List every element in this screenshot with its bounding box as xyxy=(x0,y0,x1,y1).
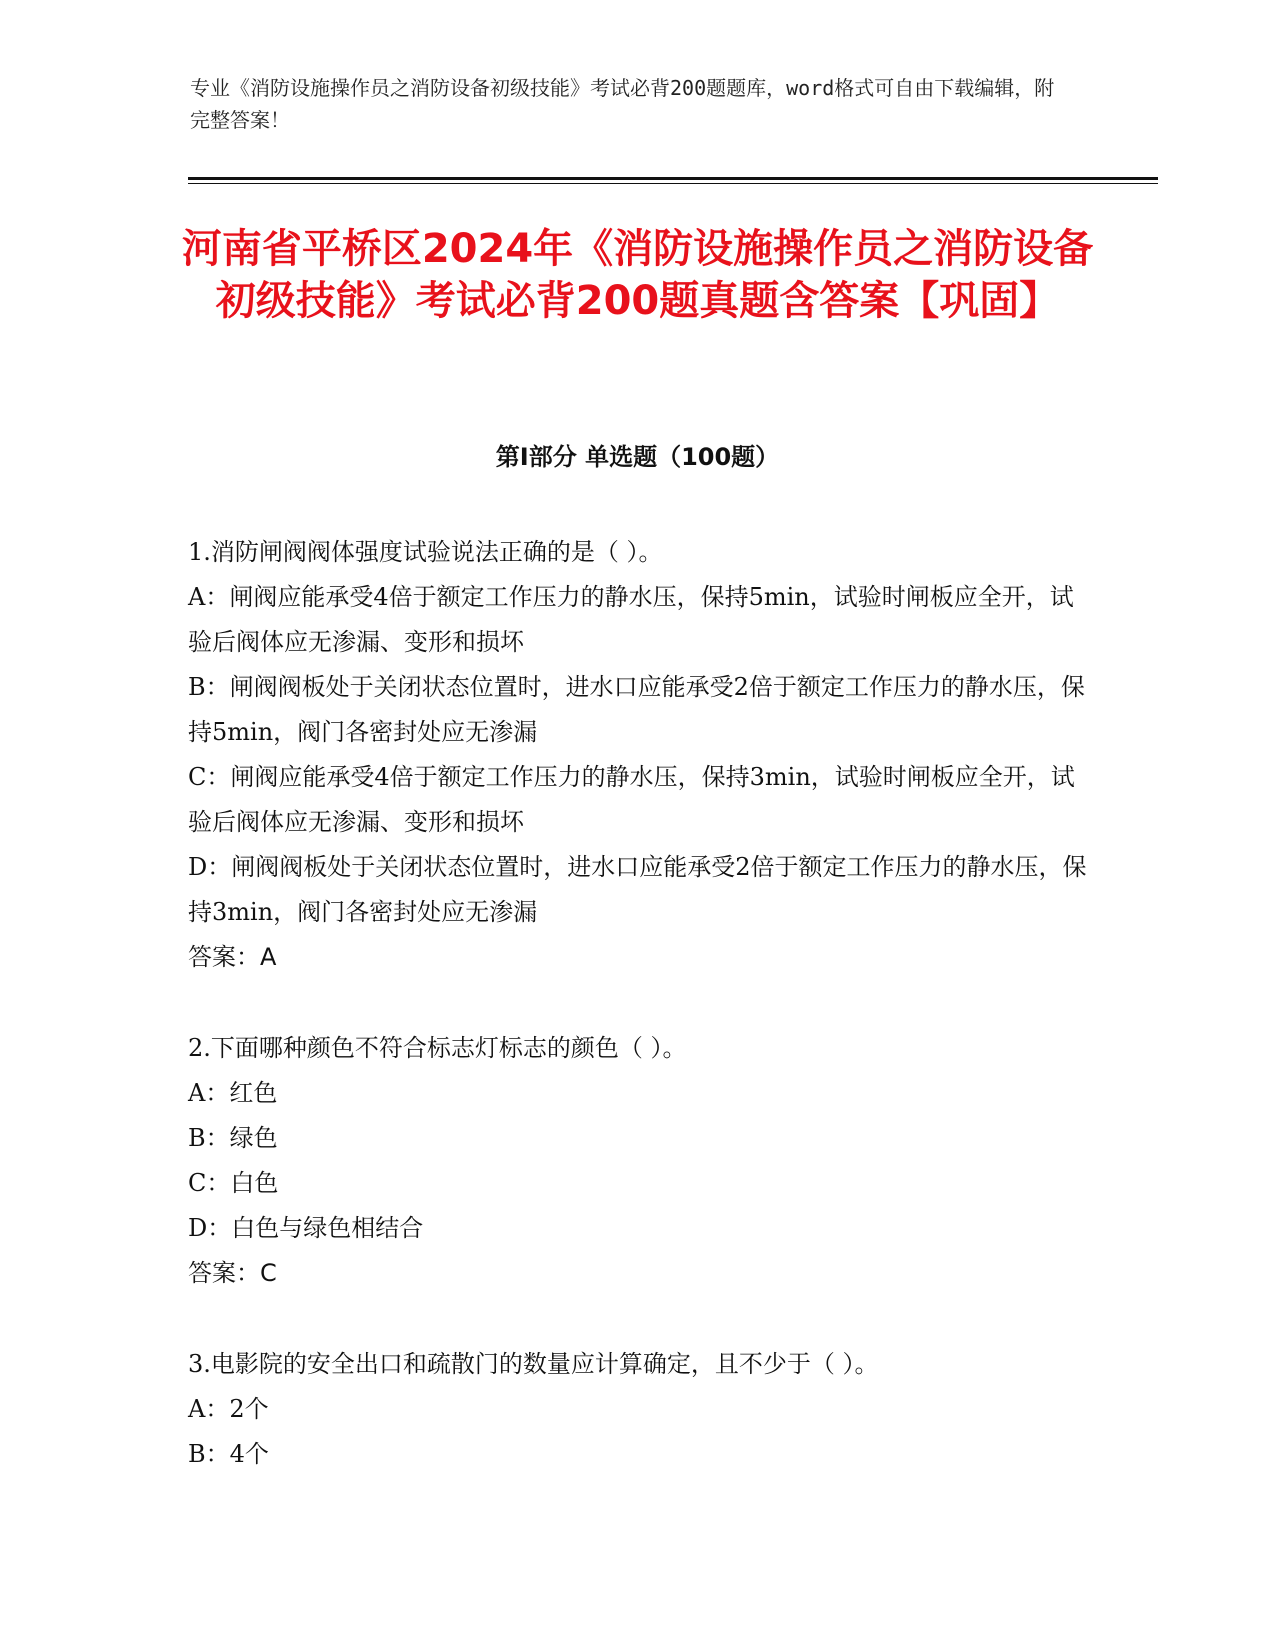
option-d: D：闸阀阀板处于关闭状态位置时，进水口应能承受2倍于额定工作压力的静水压，保持3min，阀门各密封处应无渗漏 xyxy=(188,853,1087,926)
option-b: B：绿色 xyxy=(188,1124,278,1152)
question-1 xyxy=(188,530,1088,980)
option-a: A：闸阀应能承受4倍于额定工作压力的静水压，保持5min，试验时闸板应全开，试验后阀体应无渗漏、变形和损坏 xyxy=(188,583,1074,656)
option-c: C：白色 xyxy=(188,1169,279,1197)
option-d: D：白色与绿色相结合 xyxy=(188,1214,424,1242)
option-b: B：4个 xyxy=(188,1440,269,1468)
option-c: C：闸阀应能承受4倍于额定工作压力的静水压，保持3min，试验时闸板应全开，试验后阀体应无渗漏、变形和损坏 xyxy=(188,763,1075,836)
header-note: 专业《消防设施操作员之消防设备初级技能》考试必背200题题库，word格式可自由下载编辑，附完整答案！ xyxy=(190,76,1055,132)
option-a: A：2个 xyxy=(188,1395,269,1423)
question-stem: 1.消防闸阀阀体强度试验说法正确的是（ ）。 xyxy=(188,538,663,566)
question-stem: 2.下面哪种颜色不符合标志灯标志的颜色（ ）。 xyxy=(188,1034,687,1062)
document-title: 河南省平桥区2024年《消防设施操作员之消防设备初级技能》考试必背200题真题含答案【巩固】 xyxy=(181,226,1094,324)
answer-label: 答案：C xyxy=(188,1259,277,1287)
header-divider-thick xyxy=(188,177,1158,180)
question-stem: 3.电影院的安全出口和疏散门的数量应计算确定，且不少于（ ）。 xyxy=(188,1350,879,1378)
question-2 xyxy=(188,1026,1088,1296)
header-divider-thin xyxy=(188,183,1158,184)
option-a: A：红色 xyxy=(188,1079,278,1107)
option-b: B：闸阀阀板处于关闭状态位置时，进水口应能承受2倍于额定工作压力的静水压，保持5min，阀门各密封处应无渗漏 xyxy=(188,673,1085,746)
question-list xyxy=(188,530,1088,1523)
answer-label: 答案：A xyxy=(188,943,277,971)
question-3 xyxy=(188,1342,1088,1477)
section-heading: 第I部分 单选题（100题） xyxy=(495,443,780,471)
